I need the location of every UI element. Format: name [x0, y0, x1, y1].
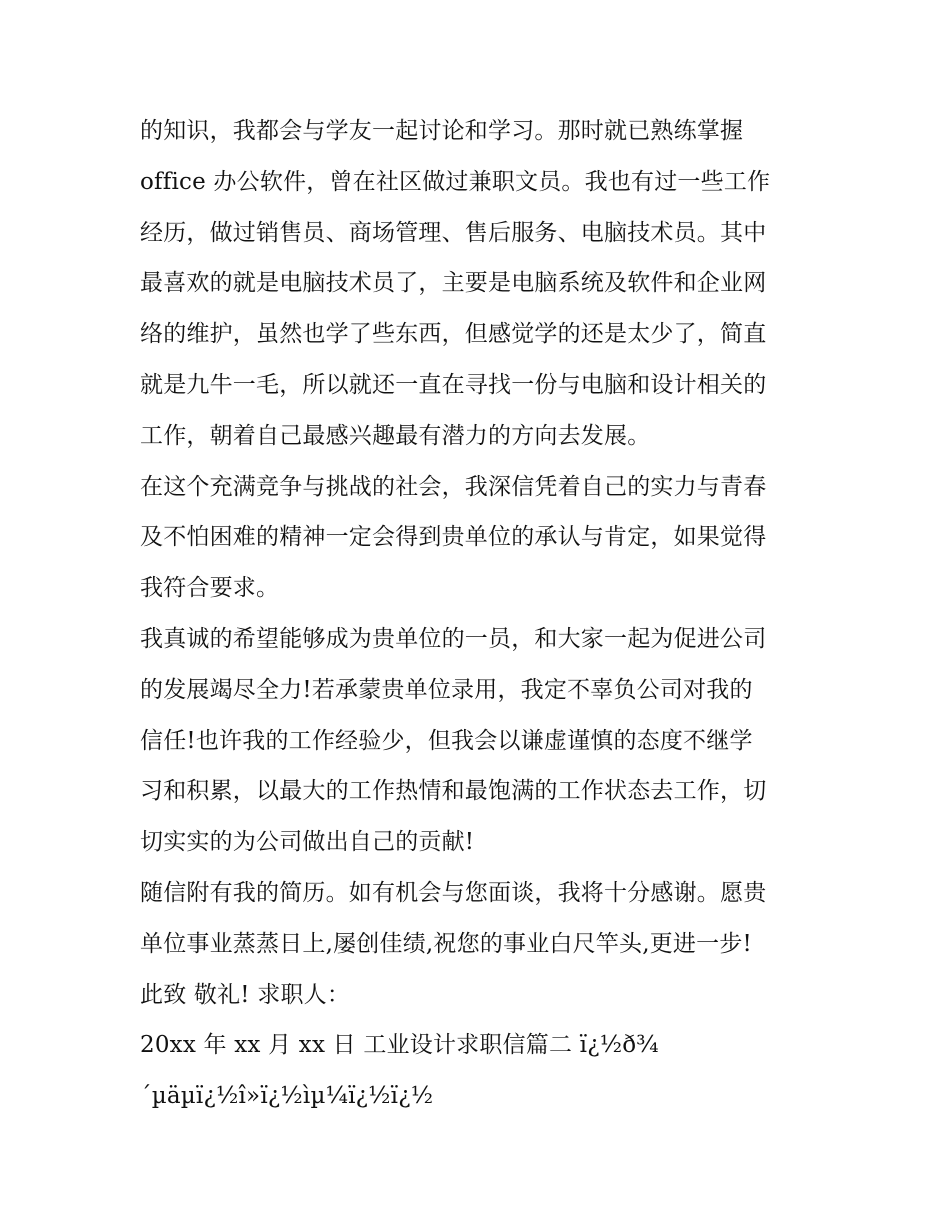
text-line: ´µäµï¿½î»ï¿½ìµ¼ï¿½ï¿½ [140, 1083, 434, 1110]
text-line: 20xx 年 xx 月 xx 日 工业设计求职信篇二 ï¿½ð¾ [140, 1032, 659, 1059]
text-line: 我真诚的希望能够成为贵单位的一员，和大家一起为促进公司 [140, 625, 767, 652]
text-line: 我符合要求。 [140, 575, 280, 602]
letter-body [140, 106, 820, 1122]
text-line: 络的维护，虽然也学了些东西，但感觉学的还是太少了，简直 [140, 321, 767, 348]
text-line: 就是九牛一毛，所以就还一直在寻找一份与电脑和设计相关的 [140, 371, 767, 398]
text-line: 信任!也许我的工作经验少，但我会以谦虚谨慎的态度不继学 [140, 727, 753, 754]
text-line: 此致 敬礼! 求职人： [140, 981, 351, 1008]
text-line: 习和积累，以最大的工作热情和最饱满的工作状态去工作，切 [140, 778, 767, 805]
text-line: 在这个充满竞争与挑战的社会，我深信凭着自己的实力与青春 [140, 473, 767, 500]
text-line: 切实实的为公司做出自己的贡献! [140, 829, 475, 856]
text-line: 的发展竭尽全力!若承蒙贵单位录用，我定不辜负公司对我的 [140, 676, 753, 703]
text-line: office 办公软件，曾在社区做过兼职文员。我也有过一些工作 [140, 168, 771, 195]
text-line: 随信附有我的简历。如有机会与您面谈，我将十分感谢。愿贵 [140, 879, 767, 906]
text-line: 工作，朝着自己最感兴趣最有潜力的方向去发展。 [140, 422, 651, 449]
text-line: 最喜欢的就是电脑技术员了，主要是电脑系统及软件和企业网 [140, 270, 767, 297]
text-line: 的知识，我都会与学友一起讨论和学习。那时就已熟练掌握 [140, 118, 744, 144]
text-line: 经历，做过销售员、商场管理、售后服务、电脑技术员。其中 [140, 219, 767, 246]
text-line: 及不怕困难的精神一定会得到贵单位的承认与肯定，如果觉得 [140, 524, 767, 551]
text-line: 单位事业蒸蒸日上,屡创佳绩,祝您的事业白尺竿头,更进一步! [140, 930, 752, 957]
